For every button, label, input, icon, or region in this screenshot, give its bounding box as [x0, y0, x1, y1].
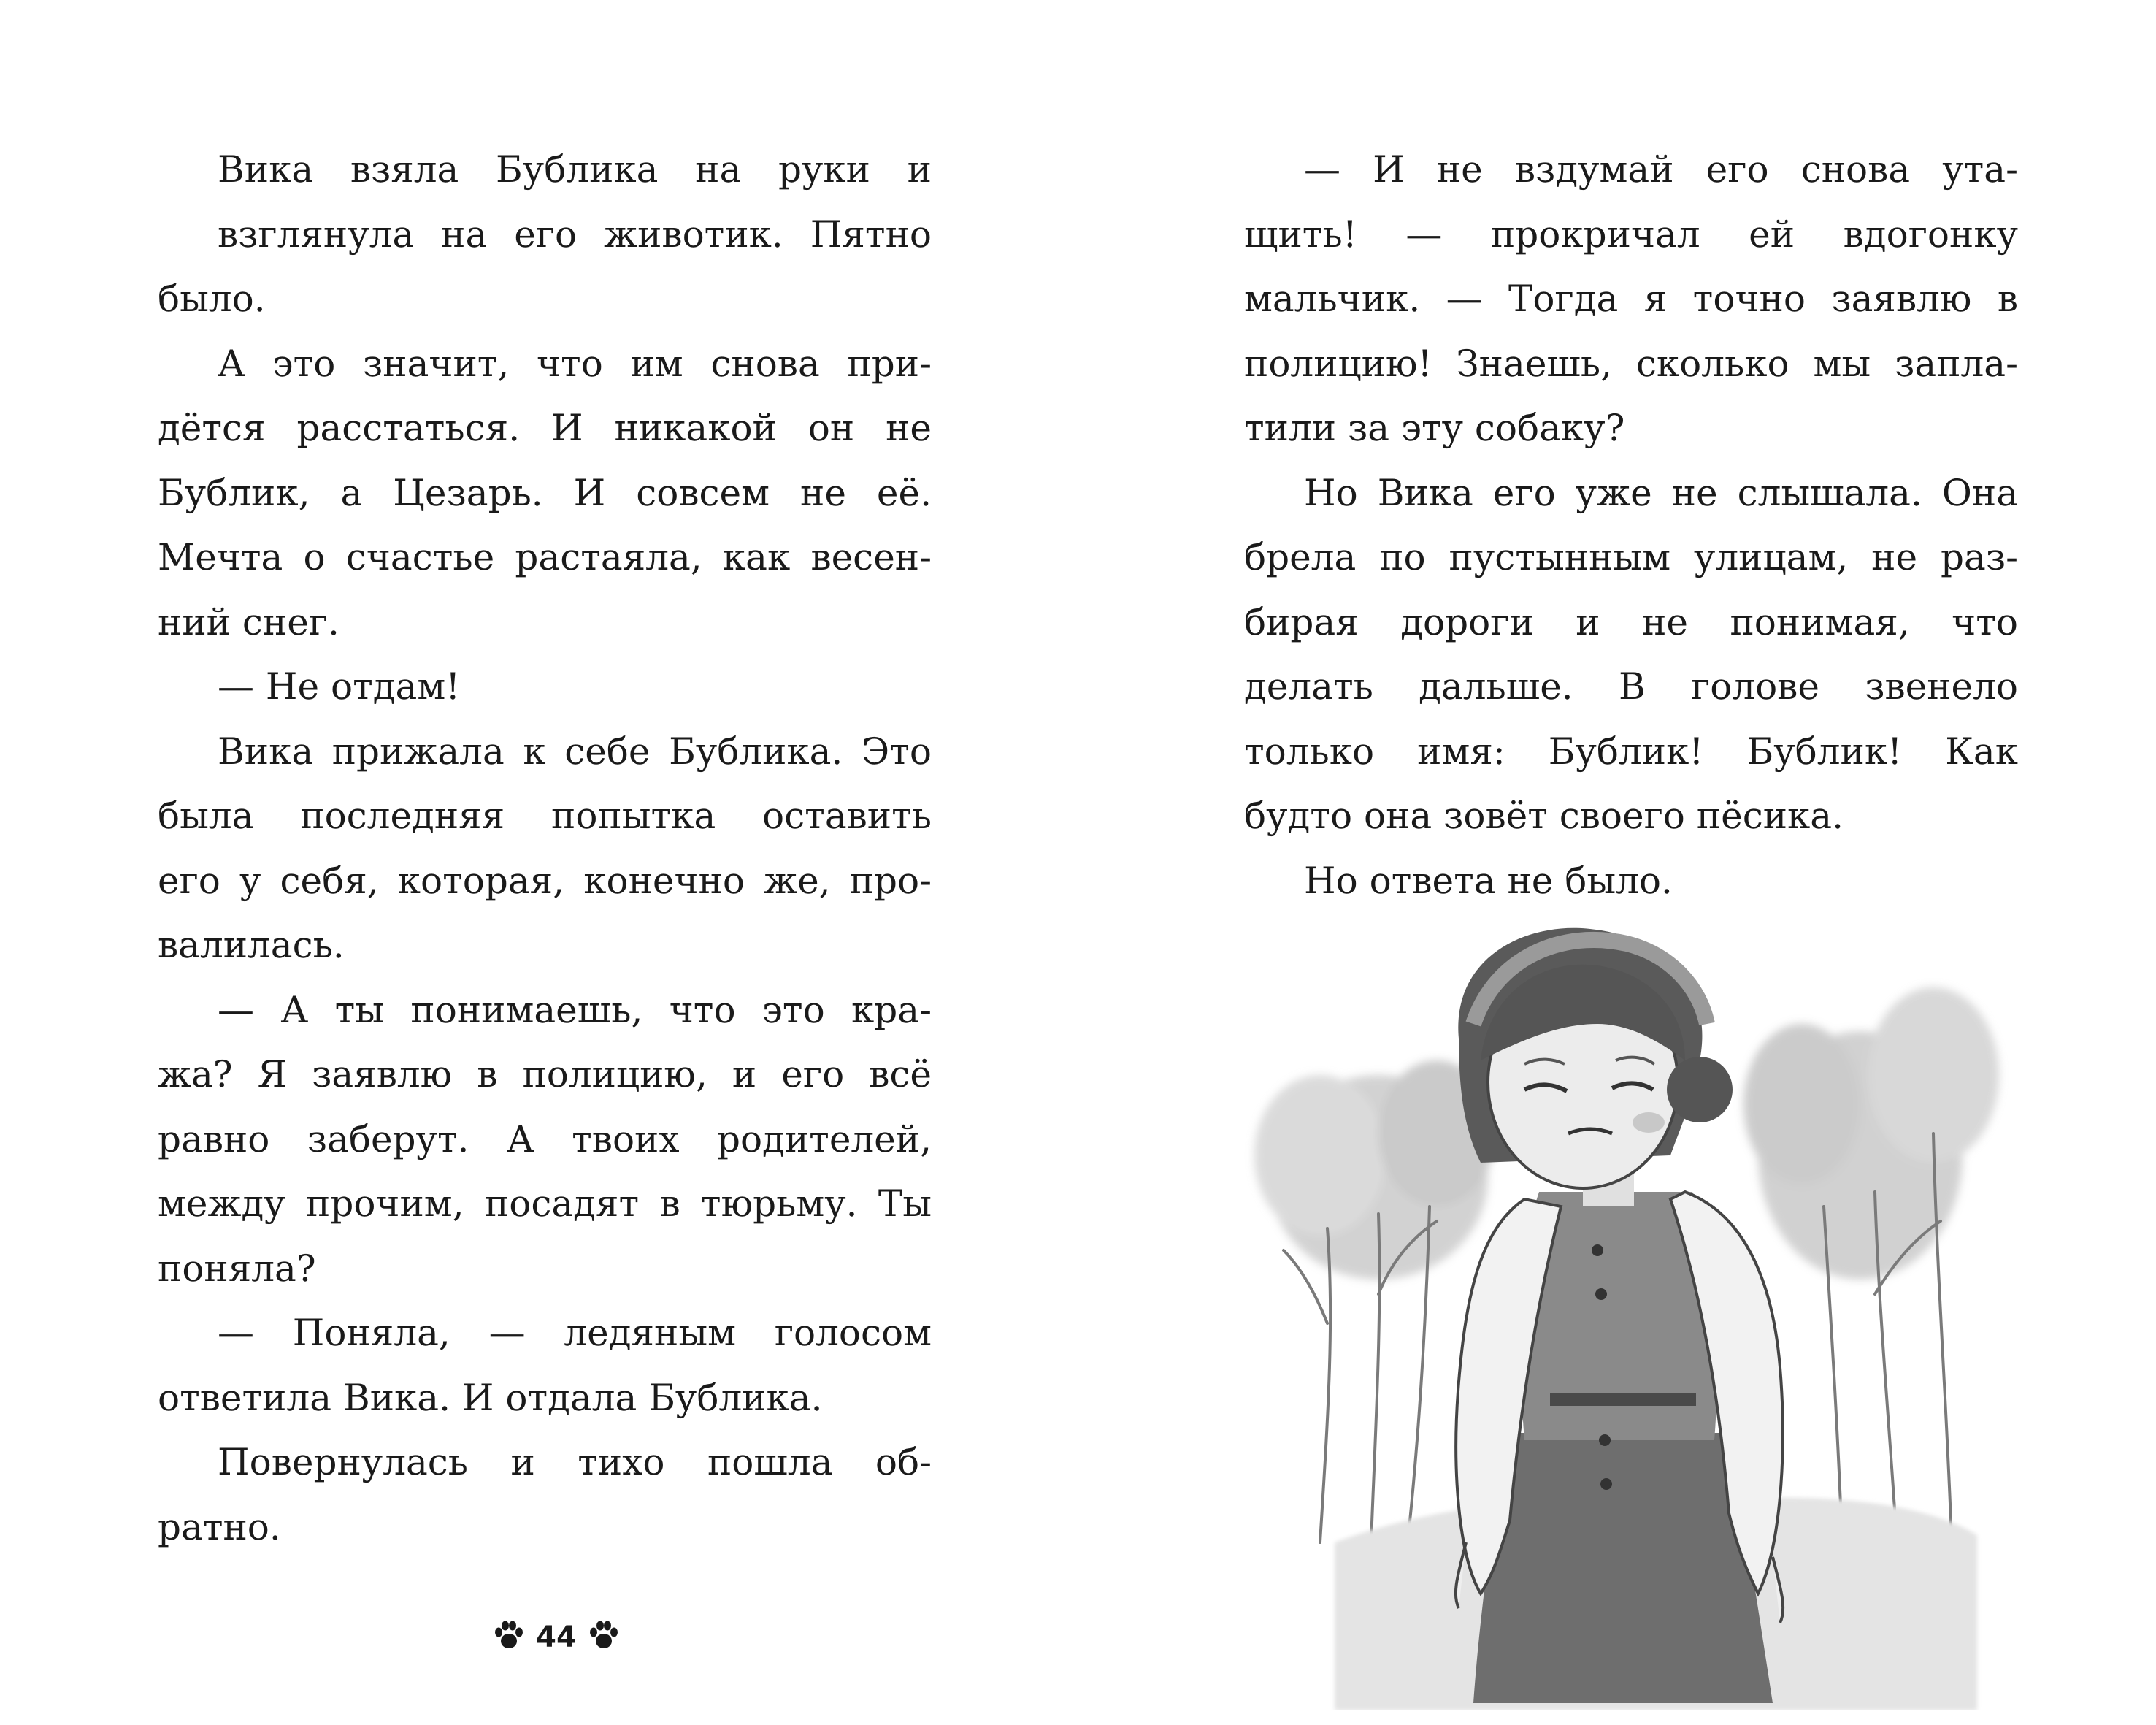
- paragraph: [158, 137, 932, 332]
- paragraph: [158, 978, 932, 1301]
- text-line: Мечта о счастье растаяла, как весен-: [158, 536, 932, 578]
- paragraph: [1244, 461, 2018, 849]
- text-line: была последняя попытка оставить: [158, 795, 932, 837]
- text-line: бирая дороги и не понимая, что: [1244, 600, 2018, 643]
- text-line: делать дальше. В голове звенело: [1244, 665, 2018, 708]
- text-line: ний снег.: [158, 600, 339, 643]
- paragraph: [1244, 849, 2018, 914]
- paragraph: [158, 719, 932, 978]
- text-line: поняла?: [158, 1247, 316, 1290]
- right-text-column: [1244, 137, 2018, 913]
- paw-print-icon: [587, 1621, 621, 1654]
- sad-girl-illustration: [1218, 914, 2021, 1710]
- text-line: жа? Я заявлю в полицию, и его всё: [158, 1053, 932, 1095]
- paw-print-icon: [492, 1621, 526, 1654]
- text-line: Но Вика его уже не слышала. Она: [1304, 471, 2018, 514]
- text-line: дётся расстаться. И никакой он не: [158, 407, 932, 449]
- text-line: Повернулась и тихо пошла об-: [218, 1441, 932, 1483]
- text-line: — Поняла, — ледяным голосом: [218, 1312, 932, 1354]
- paragraph: [158, 332, 932, 655]
- text-line: — А ты понимаешь, что это кра-: [218, 988, 932, 1031]
- text-line: будто она зовёт своего пёсика.: [1244, 795, 1844, 837]
- text-line: Вика прижала к себе Бублика. Это: [218, 730, 932, 773]
- page-folio: [476, 1615, 637, 1659]
- paragraph: [158, 654, 932, 719]
- text-line: его у себя, которая, конечно же, про-: [158, 859, 932, 902]
- text-line: валилась.: [158, 924, 345, 966]
- text-line: взглянула на его животик. Пятно: [218, 213, 932, 256]
- right-page: [1078, 0, 2156, 1725]
- text-line: было.: [158, 278, 266, 320]
- paragraph: [1244, 137, 2018, 461]
- paragraph: [158, 1430, 932, 1559]
- text-line: мальчик. — Тогда я точно заявлю в: [1244, 278, 2018, 320]
- text-line: — Не отдам!: [218, 665, 461, 708]
- text-line: щить! — прокричал ей вдогонку: [1244, 213, 2018, 256]
- text-line: ратно.: [158, 1505, 281, 1548]
- text-line: ответила Вика. И отдала Бублика.: [158, 1376, 823, 1419]
- text-line: равно заберут. А твоих родителей,: [158, 1117, 932, 1160]
- text-line: брела по пустынным улицам, не раз-: [1244, 536, 2018, 578]
- text-line: Вика взяла Бублика на руки и: [218, 148, 932, 191]
- text-line: А это значит, что им снова при-: [218, 342, 932, 385]
- text-line: тили за эту собаку?: [1244, 407, 1625, 449]
- text-line: между прочим, посадят в тюрьму. Ты: [158, 1182, 932, 1225]
- text-line: только имя: Бублик! Бублик! Как: [1244, 730, 2018, 773]
- left-text-column: [158, 137, 932, 1559]
- text-line: — И не вздумай его снова ута-: [1304, 148, 2018, 191]
- text-line: Бублик, а Цезарь. И совсем не её.: [158, 471, 932, 514]
- page-number: 44: [536, 1621, 577, 1654]
- text-line: полицию! Знаешь, сколько мы запла-: [1244, 342, 2018, 385]
- text-line: Но ответа не было.: [1304, 859, 1673, 902]
- paragraph: [158, 1301, 932, 1430]
